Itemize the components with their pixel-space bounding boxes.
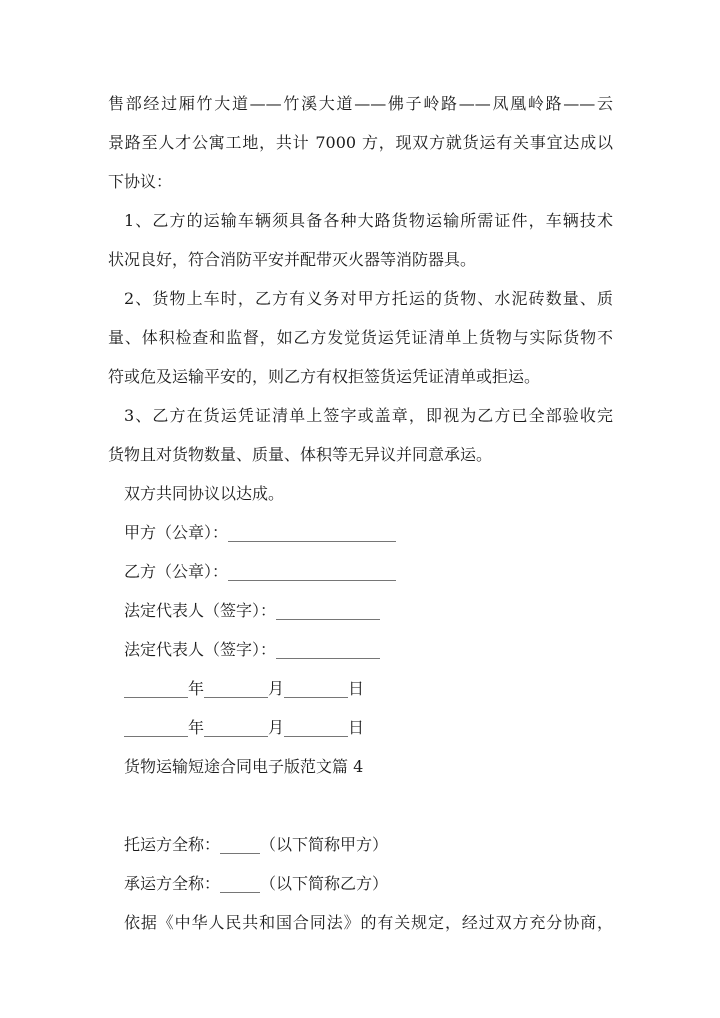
rep-a-signature-line: 法定代表人（签字）：_____________ <box>124 601 381 620</box>
rep-b-signature-line: 法定代表人（签字）：_____________ <box>124 640 381 659</box>
party-b-seal-line: 乙方（公章）：_____________________ <box>124 562 397 581</box>
closing-statement: 双方共同协议以达成。 <box>124 484 285 503</box>
legal-basis-line: 依据《中华人民共和国合同法》的有关规定，经过双方充分协商， <box>124 913 613 932</box>
intro-line-1: 售部经过厢竹大道——竹溪大道——佛子岭路——凤凰岭路——云 <box>108 94 613 113</box>
clause-2-line-3: 符或危及运输平安的，则乙方有权拒签货运凭证清单或拒运。 <box>108 367 541 386</box>
clause-2-line-1: 2、货物上车时，乙方有义务对甲方托运的货物、水泥砖数量、质 <box>124 289 613 308</box>
clause-2-line-2: 量、体积检查和监督，如乙方发觉货运凭证清单上货物与实际货物不 <box>108 328 613 347</box>
date-line-a: ________年________月________日 <box>124 679 365 698</box>
party-a-seal-line: 甲方（公章）：_____________________ <box>124 523 397 542</box>
clause-3-line-1: 3、乙方在货运凭证清单上签字或盖章，即视为乙方已全部验收完 <box>124 406 613 425</box>
carrier-name-line: 承运方全称：_____（以下简称乙方） <box>124 874 389 893</box>
date-line-b: ________年________月________日 <box>124 718 365 737</box>
clause-1-line-1: 1、乙方的运输车辆须具备各种大路货物运输所需证件，车辆技术 <box>124 211 613 230</box>
section-title: 货物运输短途合同电子版范文篇 4 <box>124 757 364 776</box>
intro-line-2: 景路至人才公寓工地，共计 7000 方，现双方就货运有关事宜达成以 <box>108 133 613 152</box>
intro-line-3: 下协议： <box>108 172 173 191</box>
shipper-name-line: 托运方全称：_____（以下简称甲方） <box>124 835 389 854</box>
clause-1-line-2: 状况良好，符合消防平安并配带灭火器等消防器具。 <box>108 250 477 269</box>
clause-3-line-2: 货物且对货物数量、质量、体积等无异议并同意承运。 <box>108 445 493 464</box>
